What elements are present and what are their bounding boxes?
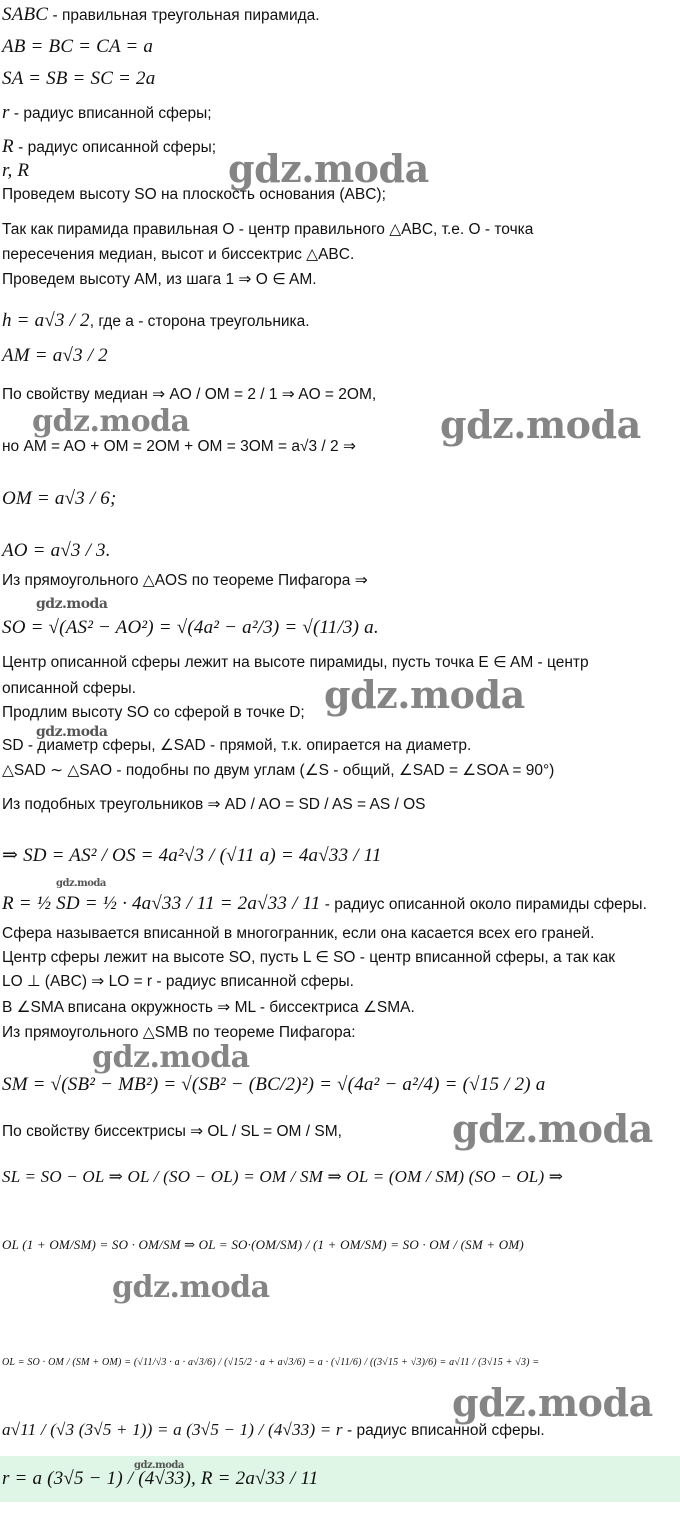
watermark: gdz.moda [56,878,106,889]
watermark: gdz.moda [134,1460,184,1471]
line-22: SD - диаметр сферы, ∠SAD - прямой, т.к. опирается на диаметр. [2,737,472,754]
watermark: gdz.moda [228,146,429,191]
line-14: но AM = AO + OM = 2OM + OM = 3OM = a√3 / 2 ⇒ [2,438,356,455]
line-2: AB = BC = CA = a [2,36,154,57]
line-15: OM = a√3 / 6; [2,488,117,509]
watermark: gdz.moda [440,402,641,447]
line-37: a√11 / (√3 (3√5 + 1)) = a (3√5 − 1) / (4√33) = r - радиус вписанной сферы. [2,1420,545,1439]
line-34: SL = SO − OL ⇒ OL / (SO − OL) = OM / SM ⇒ OL = (OM / SM) (SO − OL) ⇒ [2,1167,564,1186]
line-7: Проведем высоту SO на плоскость основания (ABC); [2,186,386,203]
line-36: OL = SO · OM / (SM + OM) = (√11/√3 · a · a√3/6) / (√15/2 · a + a√3/6) = a · (√11/6) / ((3√15 + √3)/6) = a√11 / (3√15 + √3) = [2,1357,540,1368]
line-5: R - радиус описанной сферы; [2,136,217,157]
line-11: h = a√3 / 2, где a - сторона треугольника. [2,310,310,331]
line-27: Сфера называется вписанной в многогранник, если она касается всех его граней. [2,925,595,942]
line-9: пересечения медиан, высот и биссектрис △ABC. [2,246,355,263]
watermark: gdz.moda [452,1380,653,1425]
line-38: r = a (3√5 − 1) / (4√33), R = 2a√33 / 11 [2,1468,319,1489]
line-16: AO = a√3 / 3. [2,540,111,561]
line-17: Из прямоугольного △AOS по теореме Пифагора ⇒ [2,572,368,589]
watermark: gdz.moda [92,1040,250,1075]
line-26: R = ½ SD = ½ · 4a√33 / 11 = 2a√33 / 11 - радиус описанной около пирамиды сферы. [2,893,647,914]
line-13: По свойству медиан ⇒ AO / OM = 2 / 1 ⇒ AO = 2OM, [2,386,377,403]
line-32: SM = √(SB² − MB²) = √(SB² − (BC/2)²) = √(4a² − a²/4) = (√15 / 2) a [2,1074,546,1095]
line-31: Из прямоугольного △SMB по теореме Пифагора: [2,1024,356,1041]
line-35: OL (1 + OM/SM) = SO · OM/SM ⇒ OL = SO·(OM/SM) / (1 + OM/SM) = SO · OM / (SM + OM) [2,1237,524,1252]
line-8: Так как пирамида правильная O - центр правильного △ABC, т.е. O - точка [2,221,534,238]
watermark: gdz.moda [32,404,190,439]
line-30: В ∠SMA вписана окружность ⇒ ML - биссектриса ∠SMA. [2,999,415,1016]
line-21: Продлим высоту SO со сферой в точке D; [2,704,305,721]
line-24: Из подобных треугольников ⇒ AD / AO = SD / AS = AS / OS [2,796,426,813]
watermark: gdz.moda [36,724,108,740]
line-3: SA = SB = SC = 2a [2,68,156,89]
line-33: По свойству биссектрисы ⇒ OL / SL = OM / SM, [2,1123,342,1140]
line-4: r - радиус вписанной сферы; [2,102,212,123]
line-18: SO = √(AS² − AO²) = √(4a² − a²/3) = √(11/3) a. [2,617,379,638]
line-6: r, R [2,160,30,181]
watermark: gdz.moda [36,596,108,612]
watermark: gdz.moda [112,1270,270,1305]
line-29: LO ⊥ (ABC) ⇒ LO = r - радиус вписанной сферы. [2,973,354,990]
line-1: SABC - правильная треугольная пирамида. [2,4,320,25]
line-25: ⇒ SD = AS² / OS = 4a²√3 / (√11 a) = 4a√33 / 11 [2,845,382,866]
line-28: Центр сферы лежит на высоте SO, пусть L ∈ SO - центр вписанной сферы, а так как [2,949,616,966]
line-20: описанной сферы. [2,680,136,697]
line-19: Центр описанной сферы лежит на высоте пирамиды, пусть точка E ∈ AM - центр [2,654,589,671]
watermark: gdz.moda [324,672,525,717]
watermark: gdz.moda [452,1106,653,1151]
line-12: AM = a√3 / 2 [2,345,108,366]
line-10: Проведем высоту AM, из шага 1 ⇒ O ∈ AM. [2,271,317,288]
line-23: △SAD ∼ △SAO - подобны по двум углам (∠S - общий, ∠SAD = ∠SOA = 90°) [2,762,555,779]
